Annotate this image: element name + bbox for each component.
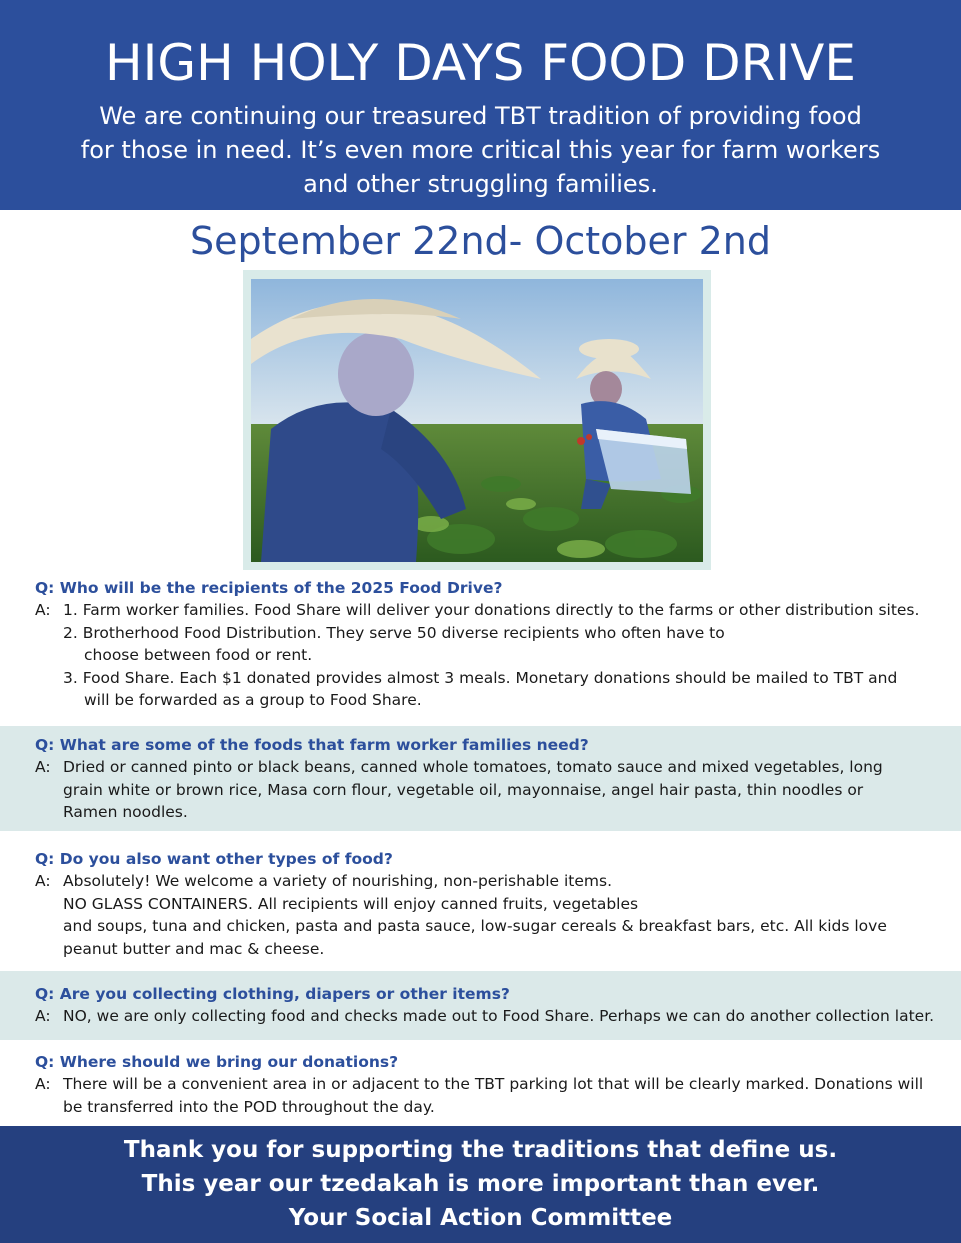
intro-line: for those in need. It’s even more critical this year for farm workers xyxy=(80,136,881,164)
faq-item-clothing xyxy=(0,971,961,1040)
page-title: HIGH HOLY DAYS FOOD DRIVE xyxy=(105,34,856,92)
answer-line: and soups, tuna and chicken, pasta and pasta sauce, low-sugar cereals & breakfast bars, etc. All kids love xyxy=(63,917,887,935)
footer-line: Thank you for supporting the traditions that define us. xyxy=(123,1137,838,1163)
faq-answer xyxy=(35,756,935,824)
faq-item-recipients xyxy=(0,577,961,712)
answer-line: NO GLASS CONTAINERS. All recipients will enjoy canned fruits, vegetables xyxy=(63,894,639,913)
answer-line: Absolutely! We welcome a variety of nourishing, non-perishable items. xyxy=(63,872,613,890)
answer-line: NO, we are only collecting food and checks made out to Food Share. Perhaps we can do another collection later. xyxy=(63,1007,935,1025)
answer-label: A: xyxy=(35,601,51,619)
answer-line: will be forwarded as a group to Food Share. xyxy=(84,691,422,709)
faq-question: Q: Who will be the recipients of the 2025 Food Drive? xyxy=(35,579,503,597)
faq-answer xyxy=(35,599,935,712)
faq-answer xyxy=(35,1005,935,1028)
intro-line: We are continuing our treasured TBT tradition of providing food xyxy=(99,102,862,130)
footer-signature: Your Social Action Committee xyxy=(288,1205,673,1231)
footer-banner xyxy=(0,1126,961,1243)
faq-item-drop-off xyxy=(0,1051,961,1118)
answer-line: Ramen noodles. xyxy=(63,803,188,821)
answer-label: A: xyxy=(35,1075,51,1093)
answer-line: Dried or canned pinto or black beans, canned whole tomatoes, tomato sauce and mixed vegetables, long xyxy=(63,758,883,776)
faq-item-foods-needed xyxy=(0,726,961,831)
answer-line: 3. Food Share. Each $1 donated provides almost 3 meals. Monetary donations should be mailed to TBT and xyxy=(63,668,898,687)
answer-line: There will be a convenient area in or adjacent to the TBT parking lot that will be clearly marked. Donations will xyxy=(63,1075,924,1093)
answer-line: 2. Brotherhood Food Distribution. They serve 50 diverse recipients who often have to xyxy=(63,623,725,642)
answer-label: A: xyxy=(35,1007,51,1025)
photo-frame xyxy=(243,270,711,570)
farm-workers-photo xyxy=(251,279,703,562)
answer-line: choose between food or rent. xyxy=(84,646,313,664)
faq-question: Q: Do you also want other types of food? xyxy=(35,850,393,868)
footer-line: This year our tzedakah is more important than ever. xyxy=(141,1171,820,1197)
faq-answer xyxy=(35,1073,935,1118)
drive-dates: September 22nd- October 2nd xyxy=(189,219,771,263)
intro-text xyxy=(80,99,881,201)
answer-line: peanut butter and mac & cheese. xyxy=(63,939,325,958)
faq-question: Q: Are you collecting clothing, diapers or other items? xyxy=(35,985,510,1003)
answer-line: be transferred into the POD throughout the day. xyxy=(63,1097,435,1116)
faq-question: Q: What are some of the foods that farm worker families need? xyxy=(35,736,589,754)
answer-line: grain white or brown rice, Masa corn flour, vegetable oil, mayonnaise, angel hair pasta, thin noodles or xyxy=(63,780,864,799)
answer-label: A: xyxy=(35,758,51,776)
header-banner xyxy=(0,0,961,210)
faq-item-other-food xyxy=(0,848,961,960)
answer-line: 1. Farm worker families. Food Share will deliver your donations directly to the farms or other distribution sites. xyxy=(63,601,920,619)
faq-answer xyxy=(35,870,935,960)
faq-question: Q: Where should we bring our donations? xyxy=(35,1053,399,1071)
intro-line: and other struggling families. xyxy=(303,170,658,198)
answer-label: A: xyxy=(35,872,51,890)
